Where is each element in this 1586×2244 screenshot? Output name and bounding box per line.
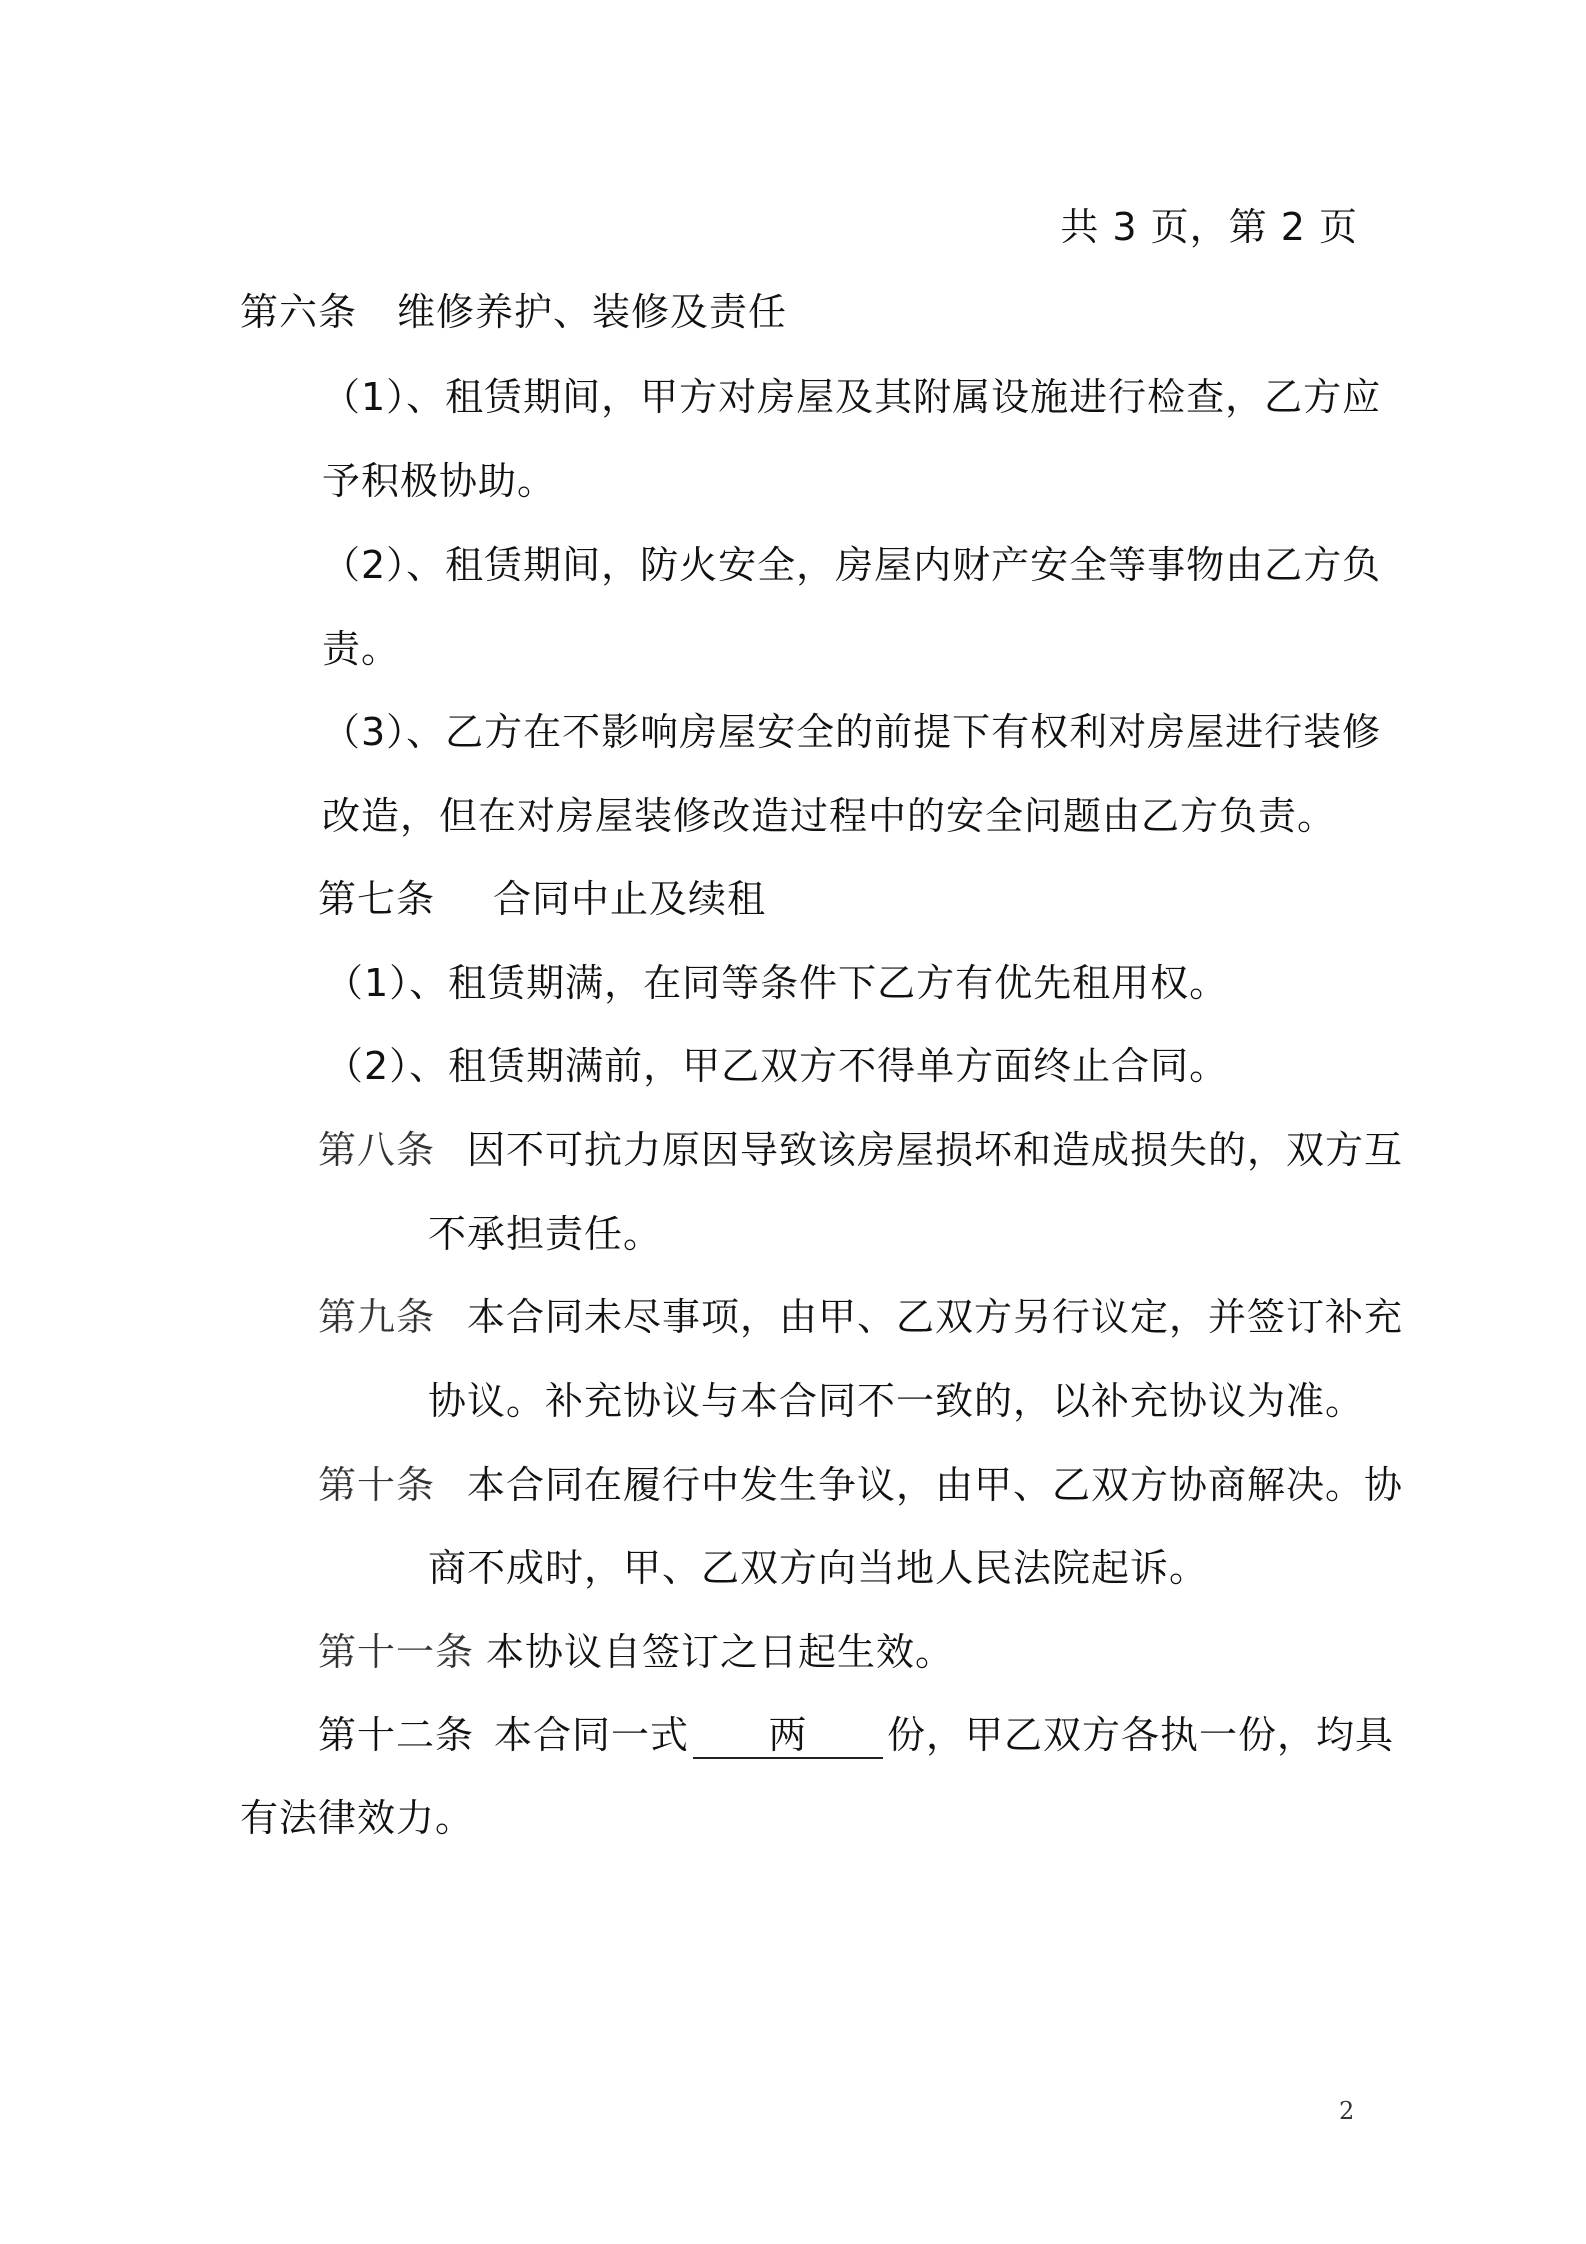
article-6-item-3-line-2: 改造，但在对房屋装修改造过程中的安全问题由乙方负责。 [322, 794, 1337, 838]
article-7-title: 合同中止及续租 [493, 877, 767, 921]
article-6-heading [240, 290, 788, 334]
article-7-heading [318, 877, 767, 921]
article-12-text-after: 份，甲乙双方各执一份，均具 [887, 1713, 1395, 1757]
page-number: 2 [1339, 2097, 1355, 2125]
article-12-line-2: 有法律效力。 [240, 1796, 475, 1840]
article-7-label: 第七条 [318, 877, 436, 921]
article-8-label: 第八条 [318, 1128, 436, 1172]
article-8-line-2: 不承担责任。 [428, 1212, 663, 1256]
article-10-line-1: 本合同在履行中发生争议，由甲、乙双方协商解决。协 [467, 1463, 1404, 1507]
article-6-item-3-line-1: （3）、乙方在不影响房屋安全的前提下有权利对房屋进行装修 [322, 710, 1382, 754]
article-6-item-2-line-1: （2）、租赁期间，防火安全，房屋内财产安全等事物由乙方负 [322, 543, 1382, 587]
article-6-item-1-line-2: 予积极协助。 [322, 459, 557, 503]
article-9-line-1: 本合同未尽事项，由甲、乙双方另行议定，并签订补充 [467, 1295, 1404, 1339]
article-9-line-2: 协议。补充协议与本合同不一致的，以补充协议为准。 [428, 1379, 1365, 1423]
page-info-header: 共 3 页，第 2 页 [1060, 205, 1358, 249]
article-11-text: 本协议自签订之日起生效。 [486, 1630, 955, 1674]
article-8-line-1: 因不可抗力原因导致该房屋损坏和造成损失的，双方互 [467, 1128, 1404, 1172]
article-9-label: 第九条 [318, 1295, 436, 1339]
article-6-label: 第六条 [240, 290, 358, 334]
article-12-label: 第十二条 [318, 1713, 475, 1757]
article-11-label: 第十一条 [318, 1630, 475, 1674]
article-10-line-2: 商不成时，甲、乙双方向当地人民法院起诉。 [428, 1546, 1209, 1590]
article-12-text-before: 本合同一式 [494, 1713, 690, 1757]
article-6-title: 维修养护、装修及责任 [397, 290, 788, 334]
copies-blank-field: 两 [693, 1715, 883, 1759]
article-7-item-2: （2）、租赁期满前，甲乙双方不得单方面终止合同。 [325, 1044, 1229, 1088]
article-6-item-2-line-2: 责。 [322, 627, 401, 671]
article-12-line-1 [318, 1715, 1394, 1759]
article-7-item-1: （1）、租赁期满，在同等条件下乙方有优先租用权。 [325, 961, 1229, 1005]
article-10-label: 第十条 [318, 1463, 436, 1507]
article-6-item-1-line-1: （1）、租赁期间，甲方对房屋及其附属设施进行检查，乙方应 [322, 375, 1382, 419]
